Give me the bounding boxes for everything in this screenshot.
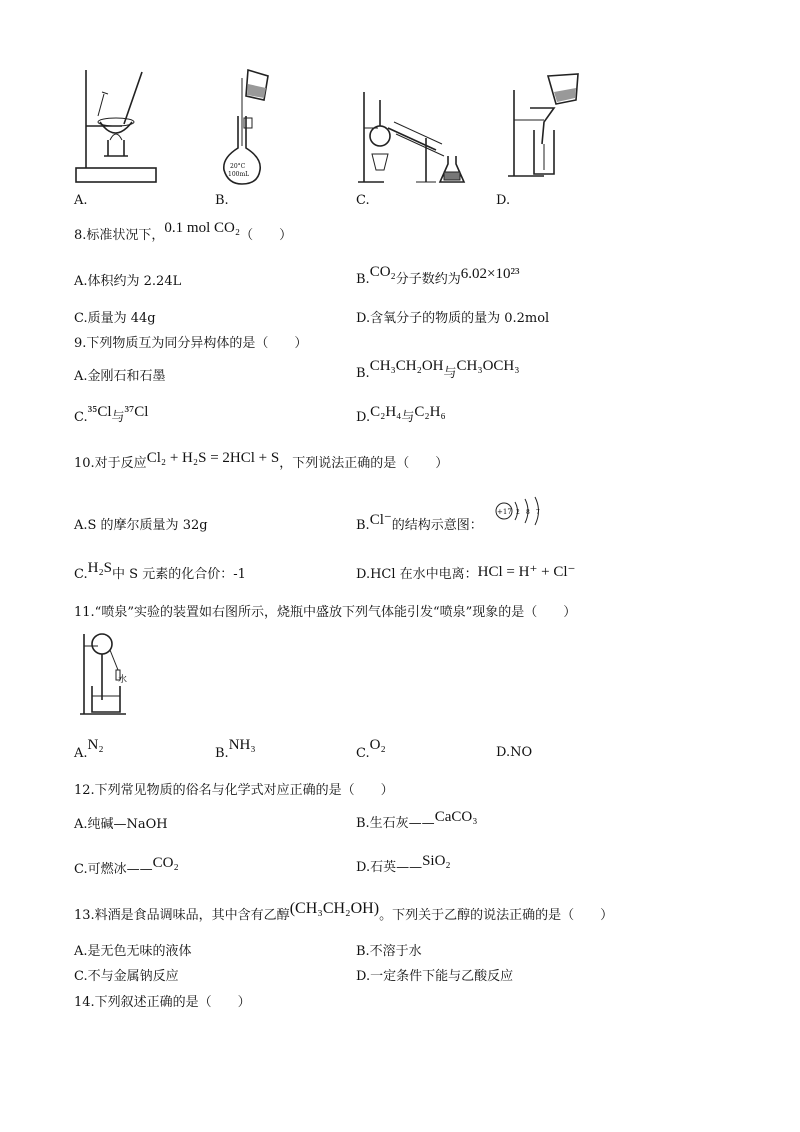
atom-nucleus-charge: +17 [497,508,512,516]
q13-formula: (CH₃CH₂OH) [289,900,380,917]
q9-option-d-with: 与 [401,410,415,425]
q13-stem [74,900,614,923]
q8-stem-text: 8.标准状况下， [74,228,165,243]
q12-option-d [356,853,451,875]
water-label: 水 [118,675,128,685]
option-label-a: A. [74,193,88,208]
q13-option-a: A.是无色无味的液体 [74,944,192,959]
q10-option-d [356,564,576,582]
q12-stem: 12.下列常见物质的俗名与化学式对应正确的是（ ） [74,783,394,798]
option-label-c: C. [356,193,370,208]
q10-option-c-formula: H₂S [87,560,113,576]
q8-option-c: C.质量为 44g [74,311,156,326]
q9-option-c-with: 与 [111,410,125,425]
q8-option-b-text: 分子数约为 [395,272,461,287]
chloride-ion-structure-diagram [494,496,546,526]
q11-option-a-formula: N₂ [87,737,104,753]
q12-option-b-formula: CaCO₃ [434,809,478,825]
fountain-experiment-figure [78,630,136,718]
q9-option-b [356,358,520,381]
q10-option-a: A.S 的摩尔质量为 32g [74,518,208,533]
flask-temp-text: 20°C [230,163,246,170]
q11-stem: 11.“喷泉”实验的装置如右图所示，烧瓶中盛放下列气体能引发“喷泉”现象的是（ ） [74,605,577,620]
q9-option-b-formula-1: CH₃CH₂OH [369,358,444,374]
atom-shell-3: 7 [536,509,540,516]
q10-option-c-text: 中 S 元素的化合价：-1 [112,567,246,582]
q12-option-c-formula: CO₂ [152,855,179,871]
q9-option-c-formula-2: ³⁷Cl [124,404,149,420]
q13-option-c: C.不与金属钠反应 [74,969,179,984]
q12-option-c [74,855,179,877]
q9-option-b-prefix: B. [356,366,370,381]
atom-shell-2: 8 [526,509,530,516]
q11-option-b-prefix: B. [215,746,229,761]
q11-option-a [74,737,104,761]
q8-option-b [356,264,520,287]
q10-option-c [74,560,246,582]
apparatus-figure-a [70,64,160,188]
q13-option-d: D.一定条件下能与乙酸反应 [356,969,514,984]
q11-option-d: D.NO [496,745,533,760]
q11-option-b-formula: NH₃ [228,737,256,753]
apparatus-figure-d [504,70,586,188]
q8-option-a: A.体积约为 2.24L [74,274,182,289]
q9-option-b-with: 与 [443,366,457,381]
q12-option-d-formula: SiO₂ [422,853,451,869]
flask-volume-text: 100mL [228,171,250,178]
q9-option-d-formula-1: C₂H₄ [370,404,402,420]
q10-option-b-prefix: B. [356,518,370,533]
q9-option-c-formula-1: ³⁵Cl [87,404,112,420]
q10-stem-suffix: ，下列说法正确的是（ ） [279,456,449,471]
q9-option-d [356,404,446,425]
q8-option-b-value: 6.02×10²³ [460,266,520,282]
q13-option-b: B.不溶于水 [356,944,422,959]
q14-stem: 14.下列叙述正确的是（ ） [74,995,251,1010]
q12-option-c-text: C.可燃冰—— [74,862,153,877]
q9-option-d-prefix: D. [356,410,371,425]
q10-option-b-formula: Cl⁻ [369,512,392,528]
q10-stem-prefix: 10.对于反应 [74,456,147,471]
q11-option-a-prefix: A. [74,746,88,761]
q10-option-b-text: 的结构示意图： [391,518,483,533]
q11-option-c-formula: O₂ [369,737,386,753]
q10-option-c-prefix: C. [74,567,88,582]
q8-option-d: D.含氧分子的物质的量为 0.2mol [356,311,550,326]
q11-option-c-prefix: C. [356,746,370,761]
q9-option-a: A.金刚石和石墨 [74,369,166,384]
option-label-d: D. [496,193,511,208]
q10-stem [74,450,449,471]
q11-option-b [215,737,256,761]
atom-shell-1: 2 [516,509,520,516]
q12-option-b-text: B.生石灰—— [356,816,435,831]
option-label-b: B. [215,193,229,208]
q9-option-d-formula-2: C₂H₆ [414,404,446,420]
q9-option-c [74,404,149,425]
q13-stem-prefix: 13.料酒是食品调味品，其中含有乙醇 [74,908,290,923]
apparatus-figure-c [356,84,474,188]
q8-formula: 0.1 mol CO₂ [164,220,241,236]
q12-option-a: A.纯碱—NaOH [74,817,168,832]
q11-option-c [356,737,386,761]
q9-stem: 9.下列物质互为同分异构体的是（ ） [74,336,308,351]
q10-option-d-equation: HCl = H⁺ + Cl⁻ [477,564,576,580]
q12-option-b [356,809,478,831]
q9-option-b-formula-2: CH₃OCH₃ [456,358,520,374]
q8-option-b-prefix: B. [356,272,370,287]
q10-option-b [356,512,483,533]
q13-stem-suffix: 。下列关于乙醇的说法正确的是（ ） [379,908,614,923]
q8-option-b-formula: CO₂ [369,264,396,280]
q8-paren: （ ） [240,228,293,243]
q10-equation: Cl₂ + H₂S = 2HCl + S [146,450,280,466]
q10-option-d-text: D.HCl 在水中电离： [356,567,478,582]
q9-option-c-prefix: C. [74,410,88,425]
q12-option-d-text: D.石英—— [356,860,423,875]
apparatus-figure-b [220,66,280,186]
q8-stem [74,220,293,243]
